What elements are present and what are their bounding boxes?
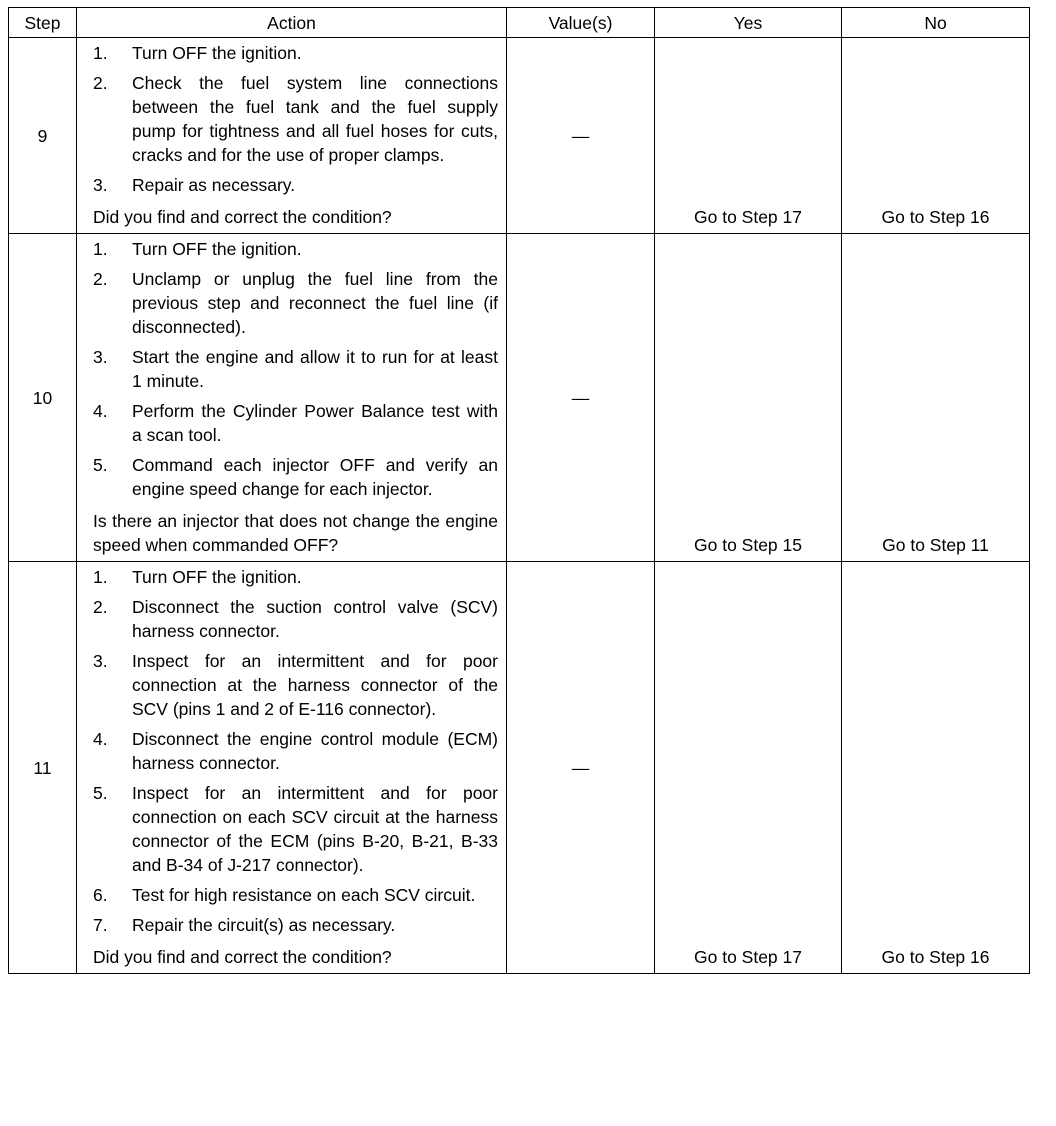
yes-cell: Go to Step 17 [655, 562, 842, 974]
action-list [93, 41, 498, 197]
action-item-text: Perform the Cylinder Power Balance test with a scan tool. [132, 401, 498, 445]
action-item [93, 399, 498, 447]
action-item-text: Start the engine and allow it to run for at least 1 minute. [132, 347, 498, 391]
action-item [93, 173, 498, 197]
action-item [93, 781, 498, 877]
action-item-text: Check the fuel system line connections between the fuel tank and the fuel supply pump for tightness and all fuel hoses for cuts, cracks and for the use of proper clamps. [132, 73, 498, 165]
action-item [93, 453, 498, 501]
action-item-text: Inspect for an intermittent and for poor connection at the harness connector of the SCV (pins 1 and 2 of E-116 connector). [132, 651, 498, 719]
action-item-text: Disconnect the engine control module (ECM) harness connector. [132, 729, 498, 773]
action-item-text: Turn OFF the ignition. [132, 43, 302, 63]
action-item-number: 5. [93, 783, 108, 803]
action-item-number: 4. [93, 401, 108, 421]
no-cell: Go to Step 11 [842, 234, 1030, 562]
action-item [93, 345, 498, 393]
action-item-number: 2. [93, 269, 108, 289]
action-item-number: 2. [93, 597, 108, 617]
action-item-text: Repair the circuit(s) as necessary. [132, 915, 396, 935]
action-item [93, 595, 498, 643]
diagnostic-table [8, 7, 1030, 974]
step-number: 9 [9, 38, 77, 234]
action-item-text: Inspect for an intermittent and for poor connection on each SCV circuit at the harness connector of the ECM (pins B-20, B-21, B-33 and B-34 of J-217 connector). [132, 783, 498, 875]
value-cell: — [507, 562, 655, 974]
action-question: Is there an injector that does not change the engine speed when commanded OFF? [93, 511, 498, 555]
action-item-text: Repair as necessary. [132, 175, 296, 195]
action-item-text: Unclamp or unplug the fuel line from the previous step and reconnect the fuel line (if disconnected). [132, 269, 498, 337]
table-row [9, 234, 1030, 562]
no-cell: Go to Step 16 [842, 562, 1030, 974]
action-item-number: 3. [93, 651, 108, 671]
action-item-number: 7. [93, 915, 108, 935]
header-action: Action [77, 8, 507, 38]
action-question: Did you find and correct the condition? [93, 947, 392, 967]
action-question: Did you find and correct the condition? [93, 207, 392, 227]
table-row [9, 38, 1030, 234]
yes-cell: Go to Step 15 [655, 234, 842, 562]
action-item-number: 4. [93, 729, 108, 749]
no-cell: Go to Step 16 [842, 38, 1030, 234]
action-item-number: 1. [93, 239, 108, 259]
action-item [93, 237, 498, 261]
action-item-number: 3. [93, 347, 108, 367]
action-item [93, 267, 498, 339]
step-number: 11 [9, 562, 77, 974]
action-cell [77, 234, 507, 562]
action-item-text: Command each injector OFF and verify an engine speed change for each injector. [132, 455, 498, 499]
action-item-text: Turn OFF the ignition. [132, 239, 302, 259]
action-item [93, 913, 498, 937]
action-item [93, 71, 498, 167]
action-cell [77, 562, 507, 974]
header-values: Value(s) [507, 8, 655, 38]
action-item-text: Turn OFF the ignition. [132, 567, 302, 587]
value-cell: — [507, 38, 655, 234]
action-item [93, 883, 498, 907]
action-item-number: 1. [93, 43, 108, 63]
table-row [9, 562, 1030, 974]
action-item-text: Test for high resistance on each SCV circuit. [132, 885, 476, 905]
action-item-number: 1. [93, 567, 108, 587]
diagnostic-table-container [8, 7, 1030, 974]
action-item-number: 2. [93, 73, 108, 93]
yes-cell: Go to Step 17 [655, 38, 842, 234]
action-list [93, 565, 498, 937]
action-cell [77, 38, 507, 234]
action-item-number: 3. [93, 175, 108, 195]
action-list [93, 237, 498, 501]
action-item [93, 41, 498, 65]
action-item [93, 727, 498, 775]
action-item [93, 649, 498, 721]
header-row [9, 8, 1030, 38]
action-item-number: 6. [93, 885, 108, 905]
action-item-text: Disconnect the suction control valve (SCV) harness connector. [132, 597, 498, 641]
value-cell: — [507, 234, 655, 562]
header-step: Step [9, 8, 77, 38]
action-item [93, 565, 498, 589]
action-item-number: 5. [93, 455, 108, 475]
step-number: 10 [9, 234, 77, 562]
header-yes: Yes [655, 8, 842, 38]
header-no: No [842, 8, 1030, 38]
